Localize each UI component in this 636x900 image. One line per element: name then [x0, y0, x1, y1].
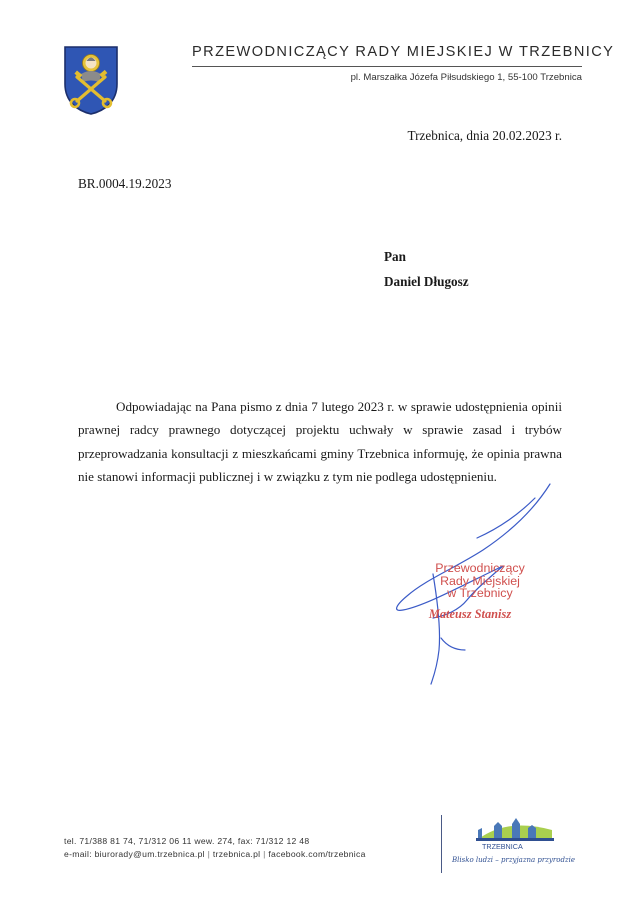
- header-divider: [192, 66, 582, 67]
- recipient-name: Daniel Długosz: [384, 274, 469, 289]
- logo-slogan: Blisko ludzi – przyjazna przyrodzie: [452, 856, 575, 864]
- letter-body: [78, 395, 562, 489]
- header-title: PRZEWODNICZĄCY RADY MIEJSKIEJ W TRZEBNICY: [192, 44, 615, 60]
- footer-phones: tel. 71/388 81 74, 71/312 06 11 wew. 274, fax: 71/312 12 48: [64, 836, 310, 846]
- reference-number: BR.0004.19.2023: [78, 176, 172, 191]
- letter-body-paragraph: Odpowiadając na Pana pismo z dnia 7 lutego 2023 r. w sprawie udostępnienia opinii prawnej radcy prawnego dotyczącej projektu uchwały w sprawie zasad i trybów przeprowadzania konsultacji z mieszkańcami gminy Trzebnica informuję, że opinia prawna nie stanowi informacji publicznej i w związku z tym nie podlega udostępnieniu.: [78, 399, 562, 485]
- footer-email[interactable]: e-mail: biurorady@um.trzebnica.pl: [64, 848, 205, 859]
- footer-contact: [64, 835, 366, 860]
- letter-date: Trzebnica, dnia 20.02.2023 r.: [407, 128, 562, 143]
- trzebnica-logo-icon: [448, 814, 584, 876]
- stamp-line-3: w Trzebnicy: [447, 586, 513, 600]
- footer-links-row: [64, 848, 366, 861]
- recipient-title: Pan: [384, 249, 406, 264]
- footer-divider: [441, 815, 442, 873]
- header-address: pl. Marszałka Józefa Piłsudskiego 1, 55-100 Trzebnica: [350, 72, 582, 83]
- coat-of-arms-icon: [62, 44, 120, 116]
- footer-facebook[interactable]: facebook.com/trzebnica: [268, 848, 366, 859]
- footer-website[interactable]: trzebnica.pl: [212, 848, 261, 859]
- logo-wordmark: TRZEBNICA: [482, 842, 523, 851]
- footer-separator: |: [263, 848, 269, 859]
- stamp-line-2: Rady Miejskiej: [440, 574, 520, 588]
- footer-separator: |: [207, 848, 213, 859]
- stamp-line-1: Przewodniczący: [435, 561, 525, 575]
- stamp-signatory-name: Mateusz Stanisz: [428, 607, 512, 621]
